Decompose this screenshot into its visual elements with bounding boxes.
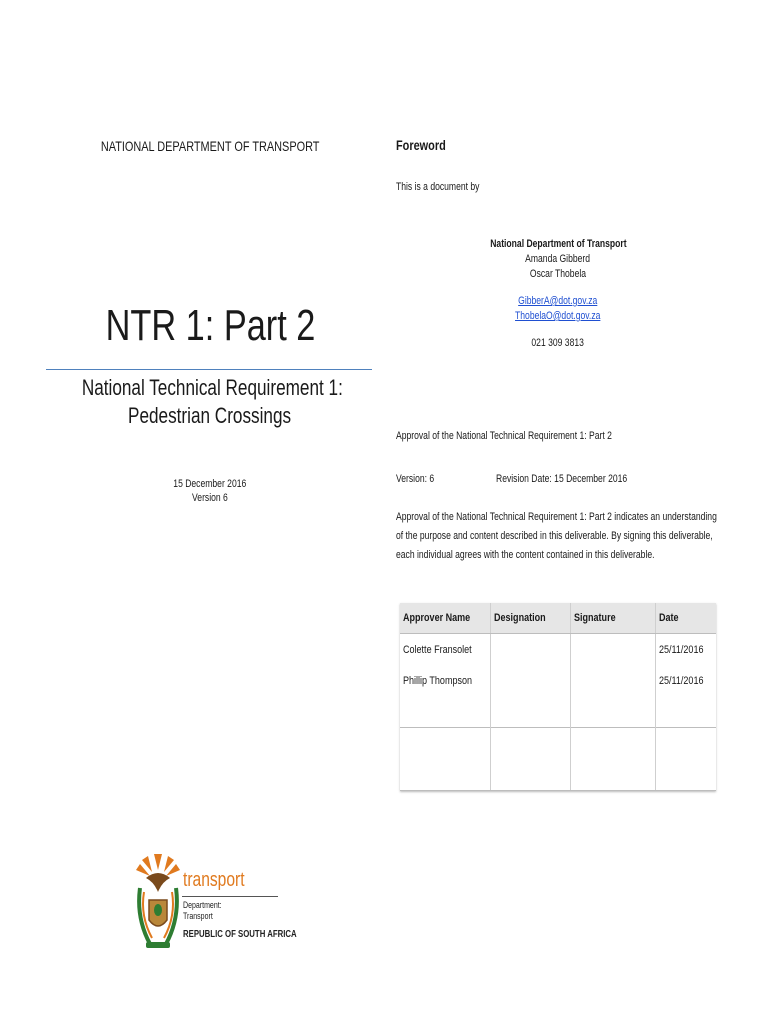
- approval-title: Approval of the National Technical Requirement 1: Part 2: [396, 430, 612, 442]
- foreword-byline: This is a document by: [396, 181, 480, 193]
- cover-date-block: [110, 477, 310, 505]
- cell-date: 25/11/2016: [658, 643, 704, 656]
- cell-date: [655, 696, 716, 728]
- dept-header: NATIONAL DEPARTMENT OF TRANSPORT: [100, 138, 320, 154]
- cell-date: [655, 728, 716, 760]
- table-header-row: [400, 603, 716, 634]
- cell-date: 25/11/2016: [658, 674, 704, 687]
- logo-dept-line-1: Department:: [183, 900, 222, 910]
- cell-date: [655, 759, 716, 791]
- contact-person-1: Amanda Gibberd: [525, 253, 591, 265]
- approval-version: Version: 6: [396, 473, 435, 485]
- approval-revision-date: Revision Date: 15 December 2016: [496, 473, 628, 485]
- table-row: [400, 728, 716, 760]
- cell-approver-name: Phillip Thompson: [400, 665, 491, 696]
- contact-phone: 021 309 3813: [531, 337, 585, 349]
- logo-wordmark: transport: [183, 869, 245, 891]
- subtitle-line-2: Pedestrian Crossings: [128, 403, 292, 428]
- cell-approver-name: [400, 759, 491, 791]
- table-row: [400, 759, 716, 791]
- header-approver-name: Approver Name: [400, 603, 491, 634]
- table-row: [400, 665, 716, 696]
- header-signature: Signature: [570, 603, 655, 634]
- table-row: [400, 696, 716, 728]
- email-link-thobela[interactable]: ThobelaO@dot.gov.za: [515, 310, 601, 322]
- logo-dept-line-2: Transport: [183, 911, 213, 921]
- cell-signature: [570, 634, 655, 666]
- logo-country: REPUBLIC OF SOUTH AFRICA: [183, 929, 297, 940]
- cell-approver-name: [400, 696, 491, 728]
- table-row: [400, 634, 716, 666]
- cell-designation: [491, 759, 571, 791]
- cell-designation: [491, 634, 571, 666]
- page-title: NTR 1: Part 2: [105, 301, 315, 350]
- cell-signature: [570, 728, 655, 760]
- cell-signature: [570, 665, 655, 696]
- cover-date: 15 December 2016: [173, 478, 247, 490]
- bird-icon: [146, 873, 170, 892]
- header-date: Date: [655, 603, 716, 634]
- cover-version: Version 6: [192, 492, 228, 504]
- cell-approver-name: Colette Fransolet: [400, 634, 491, 666]
- sun-rays-icon: [136, 854, 180, 876]
- contact-person-2: Oscar Thobela: [529, 268, 587, 280]
- cell-signature: [570, 696, 655, 728]
- approval-statement: Approval of the National Technical Requirement 1: Part 2 indicates an understanding of the purpose and content described in this deliverable. By signing this deliverable, each individual agrees with the content contained in this deliverable.: [396, 511, 717, 561]
- logo-divider: [182, 896, 278, 897]
- cell-designation: [491, 665, 571, 696]
- cell-designation: [491, 728, 571, 760]
- logo-department: [183, 900, 222, 922]
- cell-designation: [491, 696, 571, 728]
- contact-org: National Department of Transport: [489, 238, 627, 250]
- subtitle: [45, 374, 375, 430]
- subtitle-line-1: National Technical Requirement 1:: [81, 375, 343, 400]
- cell-approver-name: [400, 728, 491, 760]
- foreword-heading: Foreword: [396, 137, 446, 153]
- contact-block: [458, 237, 658, 351]
- email-link-gibberd[interactable]: GibberA@dot.gov.za: [518, 295, 598, 307]
- title-divider: [46, 369, 372, 370]
- approver-table: [400, 603, 716, 791]
- cell-signature: [570, 759, 655, 791]
- header-designation: Designation: [491, 603, 571, 634]
